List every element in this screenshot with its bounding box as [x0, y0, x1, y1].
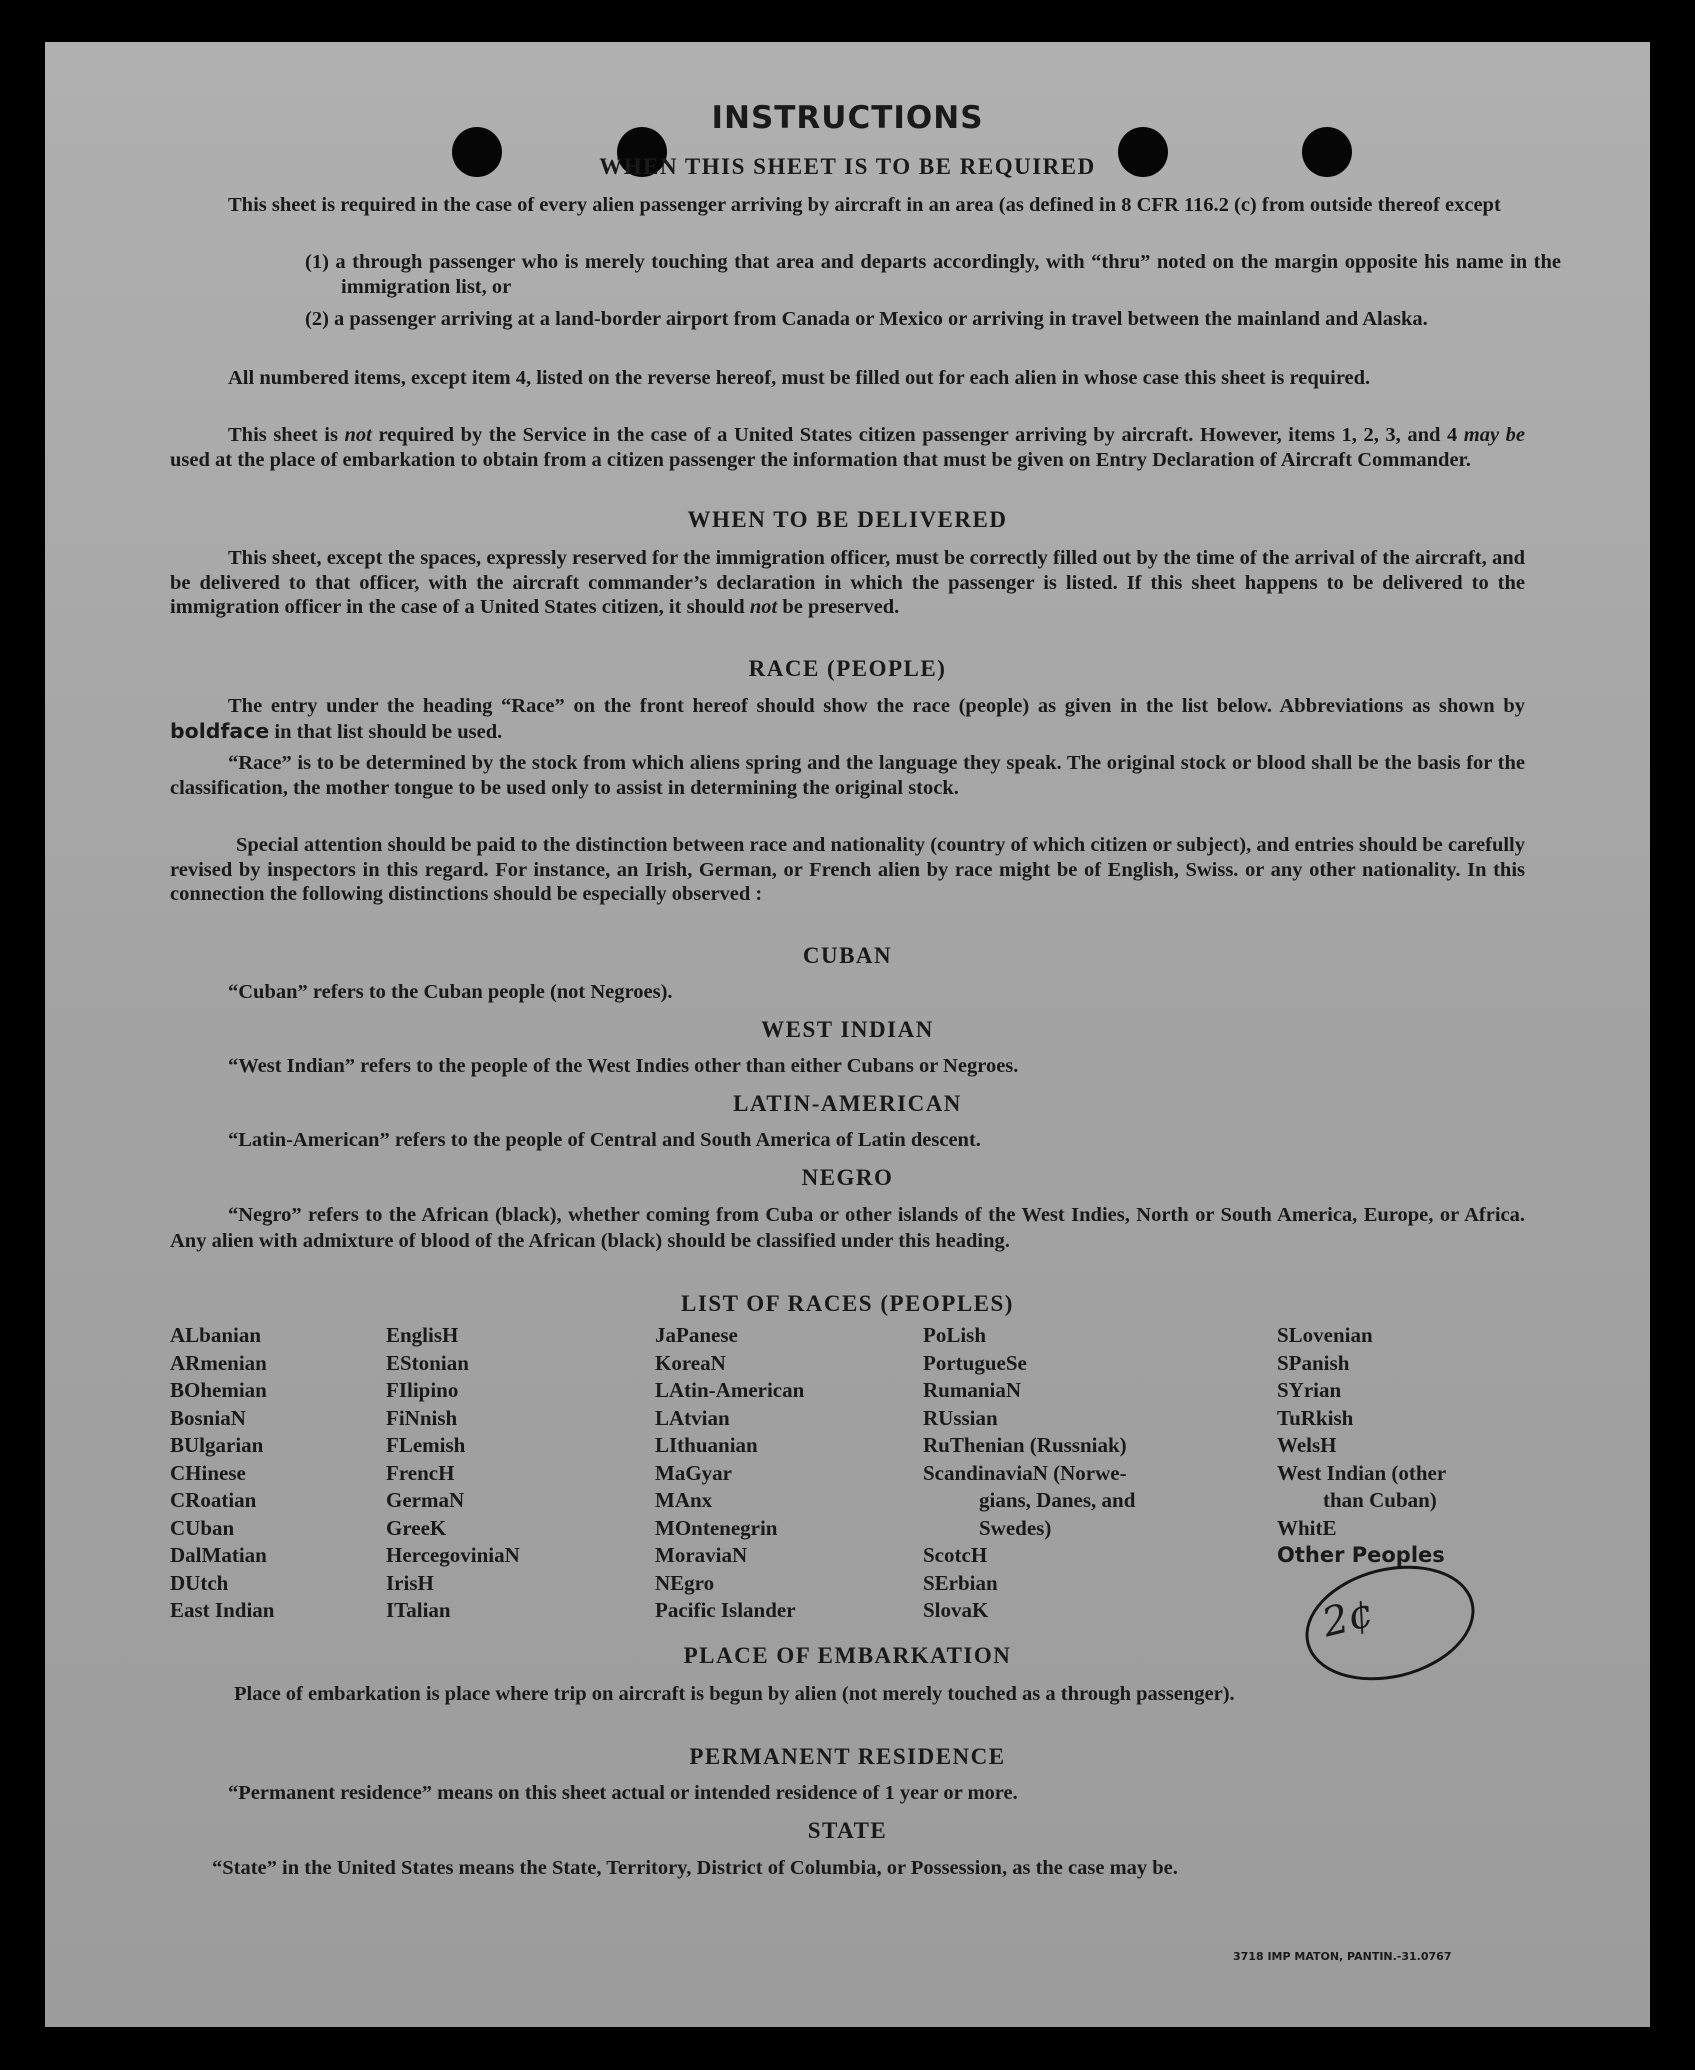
heading-west-indian: WEST INDIAN	[761, 1017, 934, 1042]
race-entry: ITalian	[386, 1598, 451, 1622]
heading-when-delivered: WHEN TO BE DELIVERED	[687, 507, 1008, 532]
heading-list-of-races: LIST OF RACES (PEOPLES)	[681, 1291, 1014, 1316]
race-entry: Swedes)	[979, 1515, 1052, 1540]
heading-place-of-embarkation: PLACE OF EMBARKATION	[683, 1643, 1012, 1668]
race-entry: CRoatian	[170, 1488, 257, 1512]
race-entry: MoraviaN	[655, 1543, 748, 1567]
race-entry: RumaniaN	[923, 1378, 1022, 1402]
exception-item-2: (2) a passenger arriving at a land-border airport from Canada or Mexico or arriving in travel between the mainland and Alaska.	[305, 308, 1428, 330]
race-entry: EStonian	[386, 1350, 469, 1375]
races-column-5	[1277, 1322, 1446, 1570]
race-entry: EnglisH	[386, 1323, 459, 1347]
paragraph-race-entry: The entry under the heading “Race” on the front hereof should show the race (people) as given in the list below. Abbreviations as shown by boldface in that list should be used.	[170, 695, 1525, 743]
race-entry: MOntenegrin	[655, 1515, 778, 1540]
exception-item-1: (1) a through passenger who is merely touching that area and departs accordingly, with “thru” noted on the margin opposite his name in the immigration list, or	[305, 251, 1561, 298]
race-entry: Pacific Islander	[655, 1598, 796, 1622]
race-entry: NEgro	[655, 1570, 715, 1595]
race-entry: BOhemian	[170, 1378, 267, 1402]
race-entry: FIlipino	[386, 1378, 459, 1402]
paragraph-state: “State” in the United States means the State, Territory, District of Columbia, or Possession, as the case may be.	[212, 1857, 1178, 1879]
race-entry: LAtin-American	[655, 1378, 805, 1402]
race-entry: West Indian (other	[1277, 1460, 1447, 1485]
race-entry: gians, Danes, and	[979, 1488, 1136, 1512]
race-entry: CUban	[170, 1515, 235, 1540]
race-entry: RuThenian (Russniak)	[923, 1433, 1127, 1457]
race-entry: ScotcH	[923, 1543, 988, 1567]
printer-imprint: 3718 IMP MATON, PANTIN.-31.0767	[1233, 1950, 1452, 1963]
race-entry: SYrian	[1277, 1378, 1342, 1402]
race-entry: WhitE	[1277, 1515, 1337, 1540]
race-entry: ARmenian	[170, 1350, 267, 1375]
race-entry: BosniaN	[170, 1405, 246, 1430]
race-entry: CHinese	[170, 1460, 246, 1485]
race-entry: ScandinaviaN (Norwe-	[923, 1460, 1127, 1485]
paragraph-race-nationality: Special attention should be paid to the distinction between race and nationality (country of which citizen or subject), and entries should be carefully revised by inspectors in this regard. For instance, an Irish, German, or French alien by race might be of English, Swiss. or any other nationality. In this connection the following distinctions should be especially observed :	[170, 834, 1525, 906]
race-entry: IrisH	[386, 1570, 434, 1595]
races-column-1	[170, 1322, 274, 1625]
race-entry: FrencH	[386, 1460, 455, 1485]
race-entry: GermaN	[386, 1488, 465, 1512]
race-entry: LAtvian	[655, 1405, 730, 1430]
paragraph-permanent-residence: “Permanent residence” means on this sheet actual or intended residence of 1 year or more.	[228, 1782, 1018, 1804]
race-entry: RUssian	[923, 1405, 998, 1430]
race-entry: FLemish	[386, 1433, 466, 1457]
race-entry: PoLish	[923, 1323, 987, 1347]
handwritten-mark: 2¢	[1293, 1549, 1487, 1697]
race-entry: DUtch	[170, 1570, 229, 1595]
heading-state: STATE	[807, 1818, 888, 1843]
paragraph-cuban: “Cuban” refers to the Cuban people (not Negroes).	[228, 981, 673, 1003]
paragraph-negro: “Negro” refers to the African (black), whether coming from Cuba or other islands of the West Indies, North or South America, Europe, or Africa. Any alien with admixture of blood of the African (black) should be classified under this heading.	[170, 1204, 1525, 1252]
race-entry: FiNnish	[386, 1405, 458, 1430]
paragraph-numbered-items: All numbered items, except item 4, listed on the reverse hereof, must be filled out for each alien in whose case this sheet is required.	[228, 367, 1371, 389]
race-entry: DalMatian	[170, 1543, 267, 1567]
paragraph-place-of-embarkation: Place of embarkation is place where trip on aircraft is begun by alien (not merely touched as a through passenger).	[234, 1683, 1235, 1705]
race-entry: ALbanian	[170, 1323, 262, 1347]
race-entry: LIthuanian	[655, 1433, 758, 1457]
race-entry: TuRkish	[1277, 1405, 1354, 1430]
race-entry: SErbian	[923, 1570, 998, 1595]
race-entry: East Indian	[170, 1598, 275, 1622]
races-column-2	[386, 1322, 520, 1625]
paragraph-race-stock: “Race” is to be determined by the stock from which aliens spring and the language they speak. The original stock or blood shall be the basis for the classification, the mother tongue to be used only to assist in determining the original stock.	[170, 752, 1525, 799]
heading-negro: NEGRO	[801, 1165, 894, 1190]
race-entry: MAnx	[655, 1488, 713, 1512]
heading-cuban: CUBAN	[802, 943, 893, 968]
races-column-4	[923, 1322, 1135, 1625]
paragraph-when-required: This sheet is required in the case of every alien passenger arriving by aircraft in an area (as defined in 8 CFR 116.2 (c) from outside thereof except	[228, 194, 1501, 216]
race-entry: MaGyar	[655, 1460, 732, 1485]
race-entry: WelsH	[1277, 1433, 1337, 1457]
paragraph-citizen: This sheet is not required by the Service in the case of a United States citizen passenger arriving by aircraft. However, items 1, 2, 3, and 4 may be used at the place of embarkation to obtain from a citizen passenger the information that must be given on Entry Declaration of Aircraft Commander.	[170, 424, 1526, 471]
race-entry: BUlgarian	[170, 1433, 264, 1457]
race-entry: PortugueSe	[923, 1350, 1027, 1375]
race-entry: SPanish	[1277, 1350, 1350, 1375]
paragraph-latin-american: “Latin-American” refers to the people of Central and South America of Latin descent.	[228, 1129, 981, 1151]
race-entry: Other Peoples	[1277, 1543, 1445, 1567]
race-entry: HercegoviniaN	[386, 1543, 520, 1567]
races-column-3	[655, 1322, 804, 1625]
race-entry: JaPanese	[655, 1323, 738, 1347]
paragraph-west-indian: “West Indian” refers to the people of the West Indies other than either Cubans or Negroes.	[228, 1055, 1019, 1077]
heading-latin-american: LATIN-AMERICAN	[733, 1091, 962, 1116]
paragraph-when-delivered: This sheet, except the spaces, expressly reserved for the immigration officer, must be correctly filled out by the time of the arrival of the aircraft, and be delivered to that officer, with the aircraft commander’s declaration in which the passenger is listed. If this sheet happens to be delivered to the immigration officer in the case of a United States citizen, it should not be preserved.	[170, 547, 1525, 619]
heading-race: RACE (PEOPLE)	[748, 656, 947, 681]
heading-when-required: WHEN THIS SHEET IS TO BE REQUIRED	[599, 154, 1096, 179]
race-entry: SLovenian	[1277, 1323, 1373, 1347]
race-entry: GreeK	[386, 1515, 447, 1540]
race-entry: than Cuban)	[1323, 1488, 1437, 1512]
race-entry: KoreaN	[655, 1350, 726, 1375]
heading-permanent-residence: PERMANENT RESIDENCE	[689, 1744, 1006, 1769]
page-title: INSTRUCTIONS	[711, 100, 984, 136]
race-entry: SlovaK	[923, 1598, 989, 1622]
